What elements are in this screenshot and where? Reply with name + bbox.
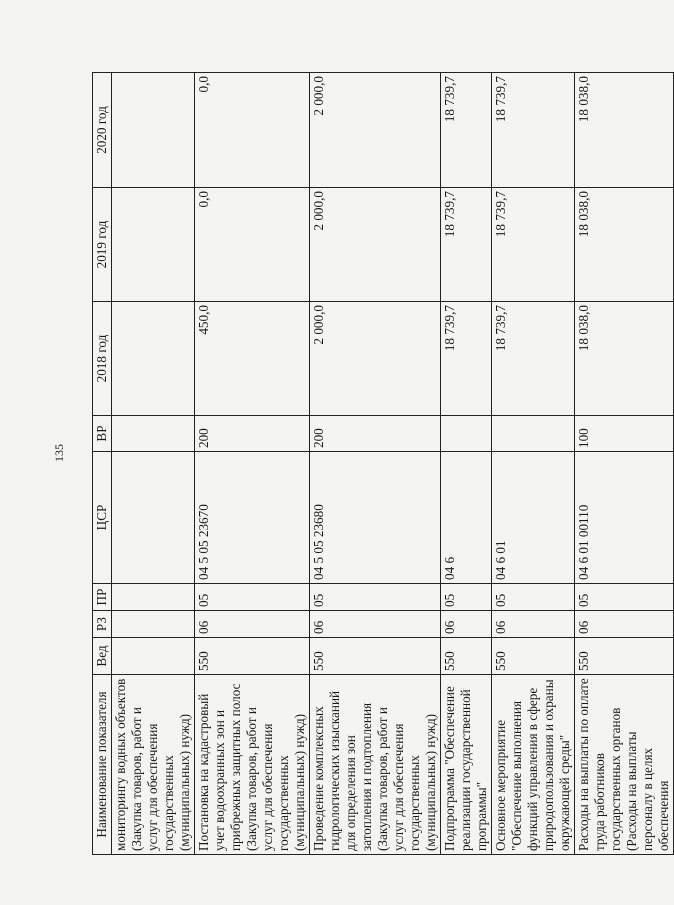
header-rz: РЗ	[93, 611, 112, 638]
cell-2019: 18 739,7	[441, 188, 492, 302]
cell-csr: 04 6	[441, 452, 492, 584]
cell-2018: 18 038,0	[575, 302, 674, 416]
cell-ved: 550	[575, 638, 674, 675]
cell-2020: 18 038,0	[575, 73, 674, 188]
cell-name: мониторингу водных объектов (Закупка товаров, работ и услуг для обеспечения государственных (муниципальных) нужд)	[112, 675, 195, 855]
header-csr: ЦСР	[93, 452, 112, 584]
table-row	[310, 73, 441, 855]
cell-vr	[441, 416, 492, 452]
table-row	[441, 73, 492, 855]
cell-2019: 18 038,0	[575, 188, 674, 302]
header-2020: 2020 год	[93, 73, 112, 188]
cell-2020: 18 739,7	[441, 73, 492, 188]
cell-2018: 450,0	[195, 302, 310, 416]
header-name: Наименование показателя	[93, 675, 112, 855]
cell-rz: 06	[575, 611, 674, 638]
cell-vr: 200	[310, 416, 441, 452]
table-row	[112, 73, 195, 855]
cell-ved: 550	[441, 638, 492, 675]
cell-name: Расходы на выплаты по оплате труда работников государственных органов (Расходы на выплаты персоналу в целях обеспечения	[575, 675, 674, 855]
cell-csr: 04 6 01 00110	[575, 452, 674, 584]
cell-2018: 18 739,7	[492, 302, 575, 416]
cell-name: Основное мероприятие "Обеспечение выполнения функций управления в сфере природопользования и охраны окружающей среды"	[492, 675, 575, 855]
cell-pr: 05	[492, 584, 575, 611]
cell-ved: 550	[492, 638, 575, 675]
cell-csr: 04 5 05 23670	[195, 452, 310, 584]
cell-vr	[112, 416, 195, 452]
cell-pr: 05	[575, 584, 674, 611]
header-vr: ВР	[93, 416, 112, 452]
cell-rz: 06	[310, 611, 441, 638]
cell-ved: 550	[310, 638, 441, 675]
cell-2018	[112, 302, 195, 416]
cell-pr	[112, 584, 195, 611]
cell-2020	[112, 73, 195, 188]
header-2018: 2018 год	[93, 302, 112, 416]
cell-csr: 04 5 05 23680	[310, 452, 441, 584]
cell-vr: 200	[195, 416, 310, 452]
table-row	[492, 73, 575, 855]
table-row	[575, 73, 674, 855]
budget-table	[92, 72, 674, 855]
cell-rz: 06	[492, 611, 575, 638]
cell-2018: 2 000,0	[310, 302, 441, 416]
table-header-row	[93, 73, 112, 855]
cell-csr: 04 6 01	[492, 452, 575, 584]
cell-name: Постановка на кадастровый учет водоохранных зон и прибрежных защитных полос (Закупка товаров, работ и услуг для обеспечения государственных (муниципальных) нужд)	[195, 675, 310, 855]
cell-pr: 05	[195, 584, 310, 611]
cell-vr	[492, 416, 575, 452]
cell-csr	[112, 452, 195, 584]
cell-pr: 05	[310, 584, 441, 611]
cell-2020: 2 000,0	[310, 73, 441, 188]
cell-2018: 18 739,7	[441, 302, 492, 416]
budget-table-wrapper	[92, 73, 671, 855]
page-number: 135	[52, 444, 66, 462]
cell-2020: 0,0	[195, 73, 310, 188]
cell-rz	[112, 611, 195, 638]
cell-ved: 550	[195, 638, 310, 675]
cell-name: Проведение комплексных гидрологических изысканий для определения зон затопления и подтопления (Закупка товаров, работ и услуг для обеспечения государственных (муниципальных) нужд)	[310, 675, 441, 855]
cell-pr: 05	[441, 584, 492, 611]
cell-name: Подпрограмма "Обеспечение реализации государственной программы"	[441, 675, 492, 855]
cell-vr: 100	[575, 416, 674, 452]
cell-2019	[112, 188, 195, 302]
cell-rz: 06	[441, 611, 492, 638]
table-row	[195, 73, 310, 855]
cell-ved	[112, 638, 195, 675]
header-ved: Вед	[93, 638, 112, 675]
cell-2019: 18 739,7	[492, 188, 575, 302]
header-2019: 2019 год	[93, 188, 112, 302]
cell-2019: 2 000,0	[310, 188, 441, 302]
header-pr: ПР	[93, 584, 112, 611]
cell-2020: 18 739,7	[492, 73, 575, 188]
cell-2019: 0,0	[195, 188, 310, 302]
cell-rz: 06	[195, 611, 310, 638]
